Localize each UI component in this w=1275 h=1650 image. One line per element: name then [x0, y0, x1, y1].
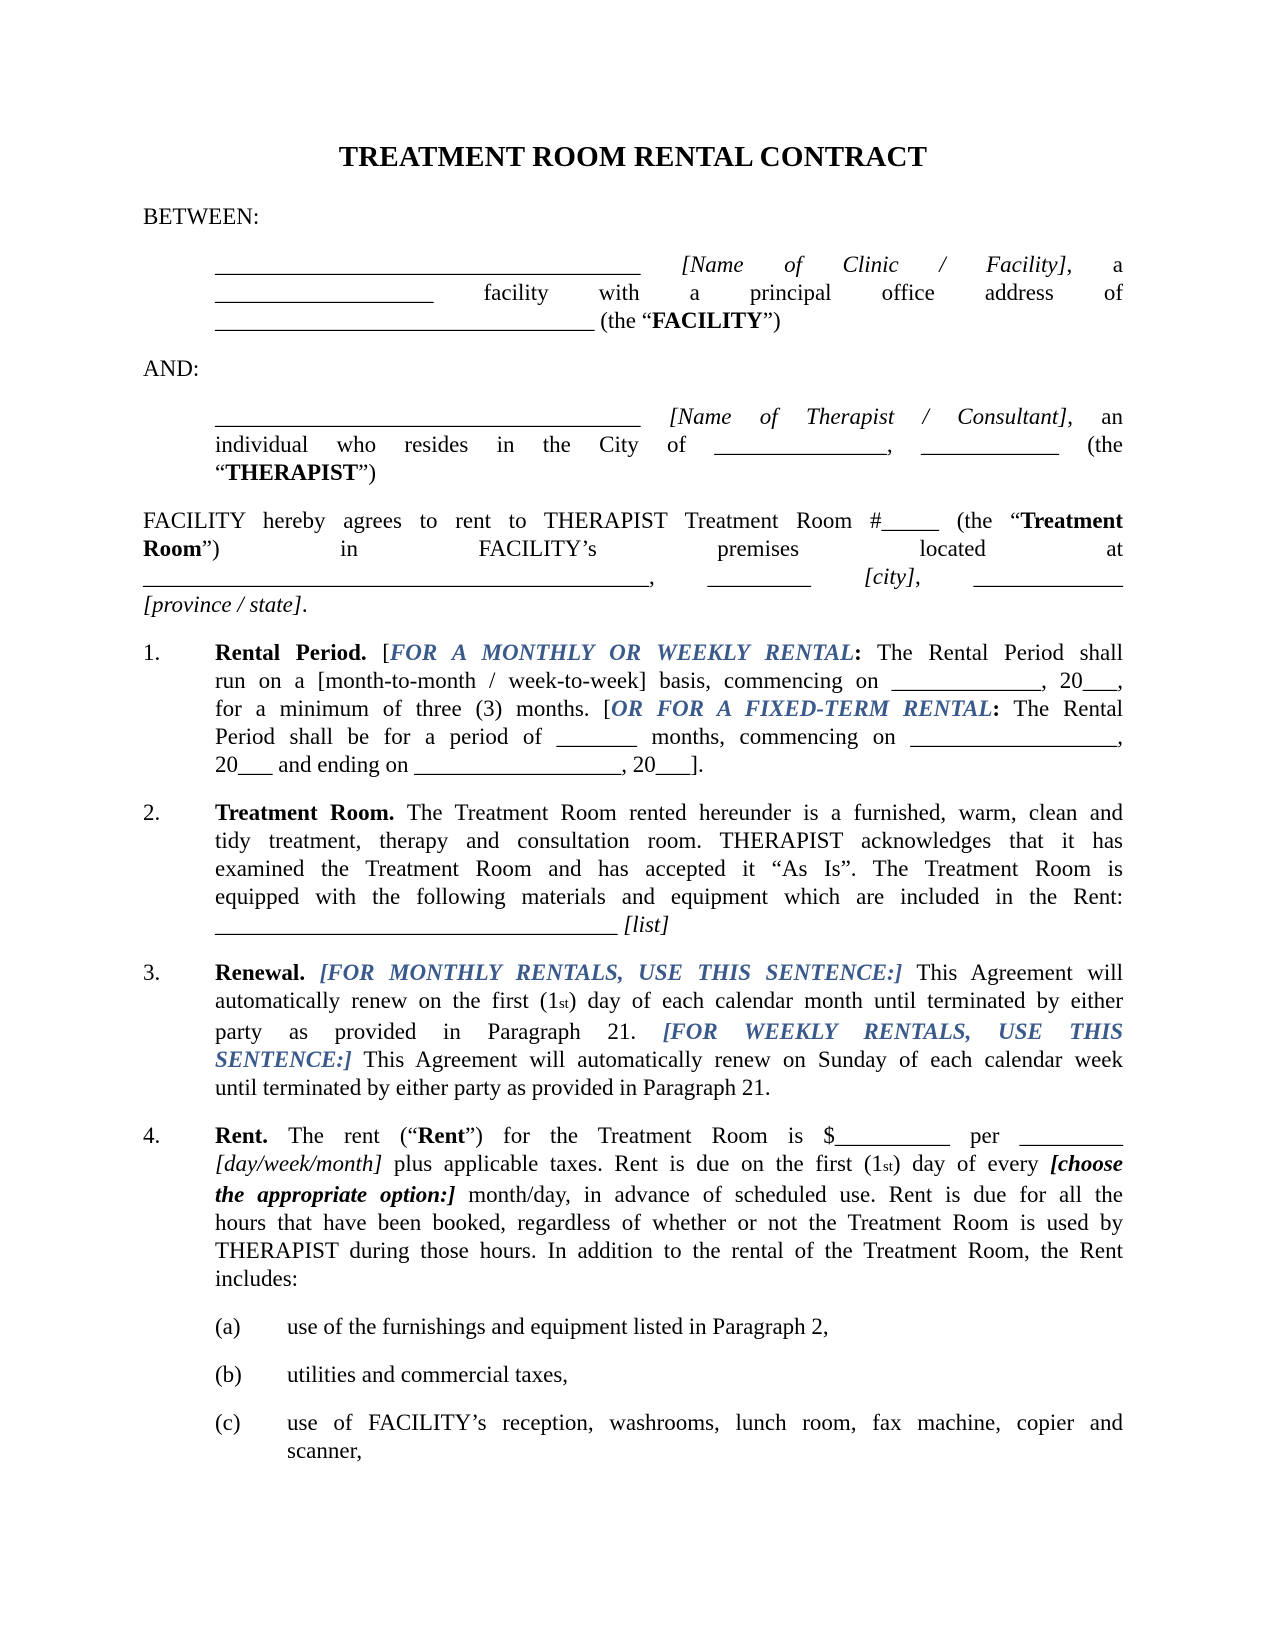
- text-segment: [city]: [863, 564, 915, 589]
- text-segment: tidy treatment, therapy and consultation room. THERAPIST acknowledges that it has: [215, 828, 1123, 853]
- text-segment: The rent (“: [288, 1123, 418, 1148]
- text-line: [215, 279, 1123, 307]
- clause-2-treatment-room: [143, 799, 1123, 939]
- template-instruction-text: OR FOR A FIXED-TERM RENTAL: [610, 696, 993, 721]
- text-segment: individual who resides in the City of _______________, ____________ (the: [215, 432, 1123, 457]
- text-line: [215, 1150, 1123, 1181]
- text-line: [215, 1209, 1123, 1237]
- text-segment: , a: [1066, 252, 1123, 277]
- text-segment: This Agreement will automatically renew on Sunday of each calendar week: [351, 1047, 1123, 1072]
- text-line: [215, 403, 1123, 431]
- paragraph-body: [215, 1122, 1123, 1293]
- text-segment: Treatment Room.: [215, 800, 407, 825]
- paragraph-body: [215, 251, 1123, 335]
- template-instruction-text: [FOR MONTHLY RENTALS, USE THIS SENTENCE:]: [319, 960, 903, 985]
- text-segment: FACILITY: [651, 308, 763, 333]
- clause-3-renewal: [143, 959, 1123, 1102]
- rent-includes-item-b: [143, 1361, 1123, 1389]
- text-segment: use of the furnishings and equipment listed in Paragraph 2,: [287, 1314, 829, 1339]
- text-segment: , an: [1067, 404, 1124, 429]
- text-line: [215, 1181, 1123, 1209]
- facility-party-paragraph: [143, 251, 1123, 335]
- text-line: [143, 563, 1123, 591]
- text-line: [287, 1313, 1123, 1341]
- text-line: [215, 751, 1123, 779]
- text-segment: “: [215, 460, 226, 485]
- paragraph-body: [287, 1361, 1123, 1389]
- text-line: [143, 507, 1123, 535]
- therapist-party-paragraph: [143, 403, 1123, 487]
- text-line: [215, 695, 1123, 723]
- paragraph-body: [215, 403, 1123, 487]
- text-line: [215, 639, 1123, 667]
- list-marker: 3.: [143, 960, 161, 985]
- text-segment: Renewal.: [215, 960, 320, 985]
- text-segment: [province / state]: [143, 592, 302, 617]
- text-segment: Rental Period.: [215, 640, 383, 665]
- text-segment: ”): [762, 308, 781, 333]
- text-segment: The Treatment Room rented hereunder is a furnished, warm, clean and: [406, 800, 1123, 825]
- text-segment: until terminated by either party as provided in Paragraph 21.: [215, 1075, 771, 1100]
- text-line: [215, 1018, 1123, 1046]
- list-marker: 4.: [143, 1123, 161, 1148]
- template-instruction-text: SENTENCE:]: [215, 1047, 352, 1072]
- text-segment: [: [382, 640, 390, 665]
- text-segment: Period shall be for a period of _______ months, commencing on __________________,: [215, 724, 1123, 749]
- rent-includes-item-c: [143, 1409, 1123, 1465]
- text-segment: use of FACILITY’s reception, washrooms, lunch room, fax machine, copier and: [287, 1410, 1123, 1435]
- text-segment: [Name of Clinic / Facility]: [681, 252, 1067, 277]
- text-segment: utilities and commercial taxes,: [287, 1362, 569, 1387]
- text-line: [215, 1046, 1123, 1074]
- text-segment: , _____________: [914, 564, 1123, 589]
- text-line: [143, 535, 1123, 563]
- paragraph-body: [143, 203, 1123, 231]
- text-segment: ) day of every: [892, 1151, 1051, 1176]
- text-line: [287, 1409, 1123, 1437]
- text-segment: 20___ and ending on __________________, 20___].: [215, 752, 704, 777]
- text-segment: ) day of each calendar month until terminated by either: [568, 988, 1123, 1013]
- text-segment: THERAPIST during those hours. In addition to the rental of the Treatment Room, the Rent: [215, 1238, 1123, 1263]
- text-line: [215, 667, 1123, 695]
- text-segment: ”) in FACILITY’s premises located at: [201, 536, 1123, 561]
- text-segment: The Rental Period shall: [861, 640, 1124, 665]
- text-line: [215, 307, 1123, 335]
- text-segment: [Name of Therapist / Consultant]: [668, 404, 1068, 429]
- text-segment: party as provided in Paragraph 21.: [215, 1019, 663, 1044]
- clause-1-rental-period: [143, 639, 1123, 779]
- paragraph-body: [287, 1313, 1123, 1341]
- text-line: [215, 799, 1123, 827]
- text-segment: includes:: [215, 1266, 299, 1291]
- text-segment: THERAPIST: [225, 460, 359, 485]
- list-marker: (c): [215, 1410, 241, 1435]
- text-segment: :: [854, 640, 862, 665]
- list-marker: 2.: [143, 800, 161, 825]
- text-segment: the appropriate option:]: [215, 1182, 456, 1207]
- text-segment: st: [883, 1159, 893, 1175]
- text-line: [215, 431, 1123, 459]
- text-line: [143, 203, 1123, 231]
- text-segment: ___________________ facility with a principal office address of: [215, 280, 1123, 305]
- clause-4-rent: [143, 1122, 1123, 1293]
- text-segment: [choose: [1050, 1151, 1123, 1176]
- text-line: [215, 855, 1123, 883]
- and-label: [143, 355, 1123, 383]
- text-line: [215, 987, 1123, 1018]
- paragraph-body: [215, 799, 1123, 939]
- paragraph-body: [143, 355, 1123, 383]
- rent-includes-item-a: [143, 1313, 1123, 1341]
- paragraph-body: [215, 959, 1123, 1102]
- text-line: [215, 1265, 1123, 1293]
- text-line: [215, 251, 1123, 279]
- list-marker: 1.: [143, 640, 161, 665]
- text-segment: month/day, in advance of scheduled use. Rent is due for all the: [455, 1182, 1123, 1207]
- text-line: [215, 1237, 1123, 1265]
- text-segment: Rent.: [215, 1123, 289, 1148]
- text-segment: automatically renew on the first (1: [215, 988, 559, 1013]
- template-instruction-text: [FOR WEEKLY RENTALS, USE THIS: [662, 1019, 1123, 1044]
- text-segment: scanner,: [287, 1438, 363, 1463]
- list-marker: (b): [215, 1362, 242, 1387]
- text-segment: _____________________________________: [215, 252, 681, 277]
- text-segment: AND:: [143, 356, 200, 381]
- text-line: [215, 911, 1123, 939]
- text-line: [215, 959, 1123, 987]
- text-segment: BETWEEN:: [143, 204, 260, 229]
- text-segment: st: [558, 996, 569, 1012]
- text-line: [215, 1122, 1123, 1150]
- list-marker: (a): [215, 1314, 241, 1339]
- page-title: TREATMENT ROOM RENTAL CONTRACT: [338, 141, 928, 173]
- rental-grant-paragraph: [143, 507, 1123, 619]
- text-segment: _________________________________ (the “: [215, 308, 652, 333]
- text-segment: plus applicable taxes. Rent is due on the first (1: [382, 1151, 884, 1176]
- text-segment: examined the Treatment Room and has accepted it “As Is”. The Treatment Room is: [215, 856, 1123, 881]
- text-segment: Rent: [417, 1123, 466, 1148]
- text-segment: The Rental: [1000, 696, 1123, 721]
- document-body: [143, 203, 1123, 1465]
- text-segment: ”): [358, 460, 377, 485]
- between-label: [143, 203, 1123, 231]
- text-line: [215, 1074, 1123, 1102]
- text-segment: Room: [143, 536, 202, 561]
- paragraph-body: [215, 639, 1123, 779]
- text-segment: ”) for the Treatment Room is $__________ per _________: [465, 1123, 1123, 1148]
- text-segment: for a minimum of three (3) months. [: [215, 696, 611, 721]
- text-segment: _____________________________________: [215, 404, 669, 429]
- template-instruction-text: FOR A MONTHLY OR WEEKLY RENTAL: [389, 640, 855, 665]
- text-segment: [list]: [623, 912, 670, 937]
- text-line: [215, 723, 1123, 751]
- text-segment: .: [301, 592, 308, 617]
- paragraph-body: [287, 1409, 1123, 1465]
- paragraph-body: [143, 507, 1123, 619]
- text-segment: Treatment: [1020, 508, 1123, 533]
- text-segment: ___________________________________: [215, 912, 624, 937]
- text-segment: run on a [month-to-month / week-to-week] basis, commencing on _____________, 20___,: [215, 668, 1123, 693]
- text-segment: FACILITY hereby agrees to rent to THERAPIST Treatment Room #_____ (the “: [143, 508, 1021, 533]
- text-line: [215, 883, 1123, 911]
- text-line: [143, 355, 1123, 383]
- text-segment: equipped with the following materials and equipment which are included in the Rent:: [215, 884, 1123, 909]
- text-line: [143, 591, 1123, 619]
- text-segment: hours that have been booked, regardless of whether or not the Treatment Room is used by: [215, 1210, 1123, 1235]
- text-segment: [day/week/month]: [215, 1151, 383, 1176]
- text-line: [287, 1437, 1123, 1465]
- text-segment: This Agreement will: [902, 960, 1123, 985]
- text-line: [287, 1361, 1123, 1389]
- text-segment: :: [992, 696, 1001, 721]
- text-segment: ____________________________________________, _________: [143, 564, 864, 589]
- text-line: [215, 827, 1123, 855]
- text-line: [215, 459, 1123, 487]
